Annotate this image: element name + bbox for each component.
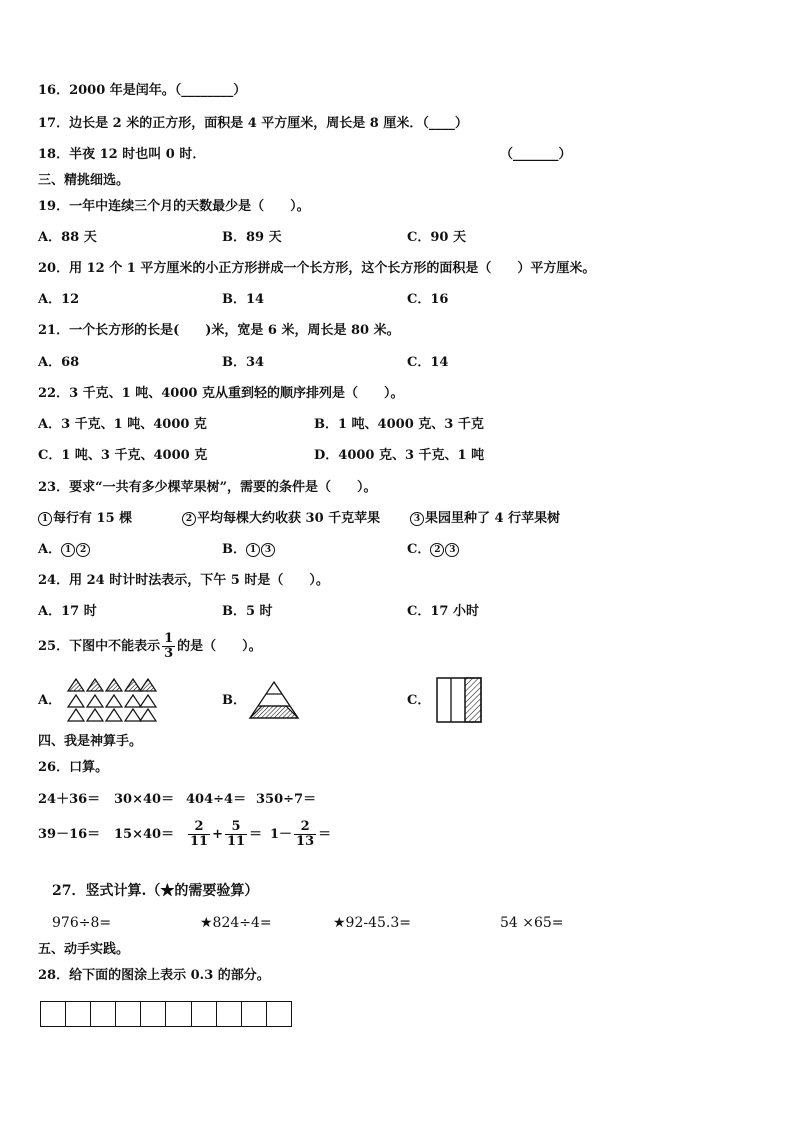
circled-number: 2 <box>182 512 196 526</box>
calc-fraction-sum: $\frac{2}{11}$ + $\frac{5}{11}$ ＝ <box>190 819 263 849</box>
strip-cell[interactable] <box>166 1002 191 1026</box>
question-17: 17．边长是 2 米的正方形，面积是 4 平方厘米，周长是 8 厘米．（____） <box>38 116 468 131</box>
vertical-calc-1: 976÷8= <box>52 915 112 931</box>
question-16: 16．2000 年是闰年。（________） <box>38 83 247 98</box>
question-18-blank: （_______） <box>500 147 572 162</box>
q22-option-c: C．1 吨、3 千克、4000 克 <box>38 448 208 463</box>
q23-option-a: A． 1 2 <box>38 542 91 558</box>
q22-option-b: B．1 吨、4000 克、3 千克 <box>314 417 484 432</box>
q19-option-c: C．90 天 <box>407 230 466 245</box>
q21-option-c: C．14 <box>407 355 449 370</box>
triangles-figure <box>66 677 158 723</box>
question-24: 24．用 24 时计时法表示，下午 5 时是（ ）。 <box>38 573 329 588</box>
q23-option-c: C． 2 3 <box>407 542 460 558</box>
question-25: 25．下图中不能表示 $\frac{1}{3}$ 的是（ ）。 <box>38 631 262 661</box>
q25-option-a: A． <box>38 693 62 708</box>
question-27: 27．竖式计算.（★的需要验算） <box>52 883 259 899</box>
calc-1: 24＋36＝ <box>38 792 101 807</box>
calc-5: 39－16＝ <box>38 827 101 842</box>
q23-condition-1: 1 每行有 15 棵 <box>38 511 132 527</box>
q20-option-a: A．12 <box>38 292 80 307</box>
q24-option-a: A．17 时 <box>38 604 97 619</box>
section-3-title: 三、精挑细选。 <box>38 173 130 188</box>
strip-cell[interactable] <box>116 1002 141 1026</box>
q19-option-b: B．89 天 <box>222 230 282 245</box>
q23-condition-2: 2 平均每棵大约收获 30 千克苹果 <box>182 511 380 527</box>
circled-number: 1 <box>38 512 52 526</box>
section-5-title: 五、动手实践。 <box>38 942 130 957</box>
layered-triangle-figure <box>248 680 300 720</box>
q21-option-a: A．68 <box>38 355 80 370</box>
circled-number: 3 <box>410 512 424 526</box>
q24-option-b: B．5 时 <box>222 604 273 619</box>
question-26: 26．口算。 <box>38 760 109 775</box>
strip-cell[interactable] <box>91 1002 116 1026</box>
calc-fraction-diff: 1－ $\frac{2}{13}$ ＝ <box>270 819 332 849</box>
strip-cell[interactable] <box>41 1002 66 1026</box>
vertical-calc-4: 54 ×65= <box>500 915 564 931</box>
strip-cell[interactable] <box>66 1002 91 1026</box>
vertical-calc-3: ★92-45.3= <box>333 915 411 931</box>
strip-cell[interactable] <box>192 1002 217 1026</box>
calc-6: 15×40＝ <box>114 827 175 842</box>
question-18: 18．半夜 12 时也叫 0 时． <box>38 147 206 162</box>
q22-option-a: A．3 千克、1 吨、4000 克 <box>38 417 207 432</box>
question-20: 20．用 12 个 1 平方厘米的小正方形拼成一个长方形，这个长方形的面积是（ ）平方厘米。 <box>38 261 596 276</box>
question-28: 28．给下面的图涂上表示 0.3 的部分。 <box>38 968 270 983</box>
strip-cell[interactable] <box>242 1002 267 1026</box>
q24-option-c: C．17 小时 <box>407 604 479 619</box>
strip-cell[interactable] <box>267 1002 291 1026</box>
q22-option-d: D．4000 克、3 千克、1 吨 <box>314 448 485 463</box>
q20-option-c: C．16 <box>407 292 449 307</box>
q20-option-b: B．14 <box>222 292 265 307</box>
divided-rectangle-figure <box>435 676 483 724</box>
question-19: 19．一年中连续三个月的天数最少是（ ）。 <box>38 199 310 214</box>
calc-2: 30×40＝ <box>114 792 175 807</box>
fraction-one-third: $\frac{1}{3}$ <box>164 631 174 661</box>
question-21: 21．一个长方形的长是( )米，宽是 6 米，周长是 80 米。 <box>38 323 400 338</box>
q19-option-a: A．88 天 <box>38 230 97 245</box>
question-23: 23．要求“一共有多少棵苹果树”，需要的条件是（ ）。 <box>38 480 377 495</box>
question-22: 22．3 千克、1 吨、4000 克从重到轻的顺序排列是（ ）。 <box>38 386 404 401</box>
vertical-calc-2: ★824÷4= <box>200 915 272 931</box>
q23-condition-3: 3 果园里种了 4 行苹果树 <box>410 511 560 527</box>
calc-4: 350÷7＝ <box>256 792 317 807</box>
calc-3: 404÷4＝ <box>186 792 247 807</box>
strip-cell[interactable] <box>217 1002 242 1026</box>
strip-cell[interactable] <box>141 1002 166 1026</box>
q23-option-b: B． 1 3 <box>222 542 276 558</box>
q21-option-b: B．34 <box>222 355 265 370</box>
q25-option-b: B． <box>222 693 246 708</box>
ten-cell-strip[interactable] <box>40 1001 292 1027</box>
section-4-title: 四、我是神算手。 <box>38 734 143 749</box>
q25-option-c: C． <box>407 693 431 708</box>
